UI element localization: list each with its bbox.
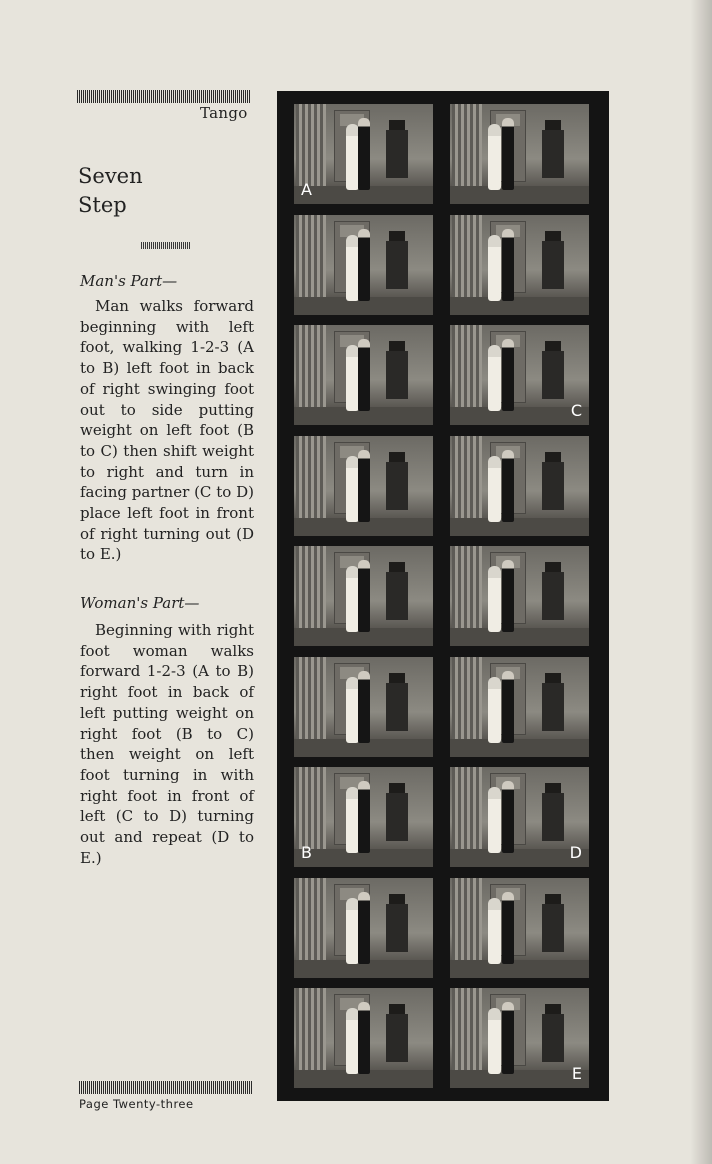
frame-floor bbox=[450, 186, 589, 204]
film-frame bbox=[294, 878, 433, 978]
frame-pillar bbox=[296, 657, 326, 741]
frame-man bbox=[358, 892, 370, 964]
frame-cabinet bbox=[386, 572, 408, 620]
frame-man bbox=[502, 1002, 514, 1074]
frame-floor bbox=[450, 849, 589, 867]
frame-pillar bbox=[452, 988, 482, 1072]
frame-man bbox=[502, 229, 514, 301]
page-edge-shadow bbox=[690, 0, 712, 1164]
film-frame bbox=[450, 104, 589, 204]
film-frame bbox=[450, 988, 589, 1088]
frame-cabinet bbox=[542, 572, 564, 620]
frame-man bbox=[358, 229, 370, 301]
frame-floor bbox=[450, 960, 589, 978]
frame-man bbox=[358, 450, 370, 522]
frame-cabinet bbox=[542, 462, 564, 510]
frame-pillar bbox=[452, 878, 482, 962]
film-frame bbox=[450, 436, 589, 536]
frame-cabinet bbox=[386, 351, 408, 399]
frame-woman bbox=[488, 566, 501, 632]
film-frame bbox=[450, 546, 589, 646]
frame-cabinet bbox=[386, 1014, 408, 1062]
frame-man bbox=[502, 118, 514, 190]
frame-cabinet bbox=[386, 130, 408, 178]
frame-label: A bbox=[301, 180, 312, 199]
frame-cabinet bbox=[386, 462, 408, 510]
frame-woman bbox=[488, 235, 501, 301]
film-frame bbox=[294, 325, 433, 425]
frame-man bbox=[502, 560, 514, 632]
frame-man bbox=[502, 781, 514, 853]
film-frame bbox=[294, 767, 433, 867]
page-title bbox=[78, 162, 143, 220]
frame-label: E bbox=[571, 1064, 582, 1083]
frame-pillar bbox=[296, 878, 326, 962]
header-rule bbox=[77, 90, 251, 103]
film-frame bbox=[294, 436, 433, 536]
frame-woman bbox=[488, 124, 501, 190]
film-frame bbox=[294, 657, 433, 757]
frame-cabinet bbox=[542, 241, 564, 289]
mans-part-heading: Man's Part— bbox=[80, 272, 178, 290]
frame-woman bbox=[488, 456, 501, 522]
frame-woman bbox=[488, 898, 501, 964]
footer-rule bbox=[79, 1081, 253, 1094]
page-number: Page Twenty-three bbox=[79, 1097, 194, 1111]
frame-woman bbox=[488, 345, 501, 411]
frame-man bbox=[502, 892, 514, 964]
frame-pillar bbox=[452, 546, 482, 630]
frame-pillar bbox=[296, 325, 326, 409]
film-frame bbox=[294, 104, 433, 204]
frame-cabinet bbox=[542, 351, 564, 399]
frame-cabinet bbox=[386, 904, 408, 952]
womans-part-text: Beginning with right foot woman walks forward 1-2-3 (A to B) right foot in back of left putting weight on right foot (B to C) then weight on left foot turning in with right foot in front of left (C to D) turning out and repeat (D to E.) bbox=[80, 621, 254, 867]
frame-man bbox=[358, 671, 370, 743]
frame-cabinet bbox=[386, 683, 408, 731]
frame-pillar bbox=[452, 657, 482, 741]
frame-woman bbox=[488, 1008, 501, 1074]
frame-cabinet bbox=[386, 241, 408, 289]
frame-floor bbox=[450, 1070, 589, 1088]
frame-label: C bbox=[570, 401, 582, 420]
title-line-2: Step bbox=[78, 193, 127, 217]
frame-pillar bbox=[452, 104, 482, 188]
frame-label: D bbox=[569, 843, 582, 862]
frame-man bbox=[502, 450, 514, 522]
frame-man bbox=[358, 560, 370, 632]
film-frame bbox=[450, 215, 589, 315]
film-strip bbox=[277, 91, 609, 1101]
frame-woman bbox=[488, 787, 501, 853]
frame-label: B bbox=[301, 843, 312, 862]
ornament-rule bbox=[141, 242, 191, 249]
frame-floor bbox=[450, 518, 589, 536]
frame-pillar bbox=[296, 988, 326, 1072]
section-label: Tango bbox=[200, 104, 248, 122]
frame-cabinet bbox=[542, 793, 564, 841]
frame-floor bbox=[450, 407, 589, 425]
frame-woman bbox=[488, 677, 501, 743]
frame-man bbox=[358, 118, 370, 190]
frame-pillar bbox=[452, 767, 482, 851]
frame-pillar bbox=[452, 436, 482, 520]
frame-pillar bbox=[296, 436, 326, 520]
frame-cabinet bbox=[542, 904, 564, 952]
frame-cabinet bbox=[542, 683, 564, 731]
frame-man bbox=[358, 339, 370, 411]
film-frame bbox=[294, 546, 433, 646]
frame-floor bbox=[450, 739, 589, 757]
mans-part-text: Man walks forward beginning with left foot, walking 1-2-3 (A to B) left foot in back of right swinging foot out to side putting weight on left foot (B to C) then shift weight to right and turn in facing partner (C to D) place left foot in front of right turning out (D to E.) bbox=[80, 297, 254, 564]
frame-floor bbox=[450, 628, 589, 646]
frame-man bbox=[502, 339, 514, 411]
frame-pillar bbox=[296, 104, 326, 188]
frame-floor bbox=[450, 297, 589, 315]
frame-cabinet bbox=[542, 130, 564, 178]
frame-pillar bbox=[296, 767, 326, 851]
frame-cabinet bbox=[386, 793, 408, 841]
film-frame bbox=[450, 878, 589, 978]
frame-pillar bbox=[296, 215, 326, 299]
frame-cabinet bbox=[542, 1014, 564, 1062]
film-frame bbox=[294, 215, 433, 315]
title-line-1: Seven bbox=[78, 164, 143, 188]
film-frame bbox=[450, 657, 589, 757]
frame-pillar bbox=[452, 215, 482, 299]
film-frame bbox=[294, 988, 433, 1088]
frame-pillar bbox=[296, 546, 326, 630]
womans-part-heading: Woman's Part— bbox=[80, 594, 200, 612]
frame-man bbox=[358, 781, 370, 853]
frame-pillar bbox=[452, 325, 482, 409]
film-frame bbox=[450, 767, 589, 867]
film-frame bbox=[450, 325, 589, 425]
frame-man bbox=[502, 671, 514, 743]
frame-man bbox=[358, 1002, 370, 1074]
